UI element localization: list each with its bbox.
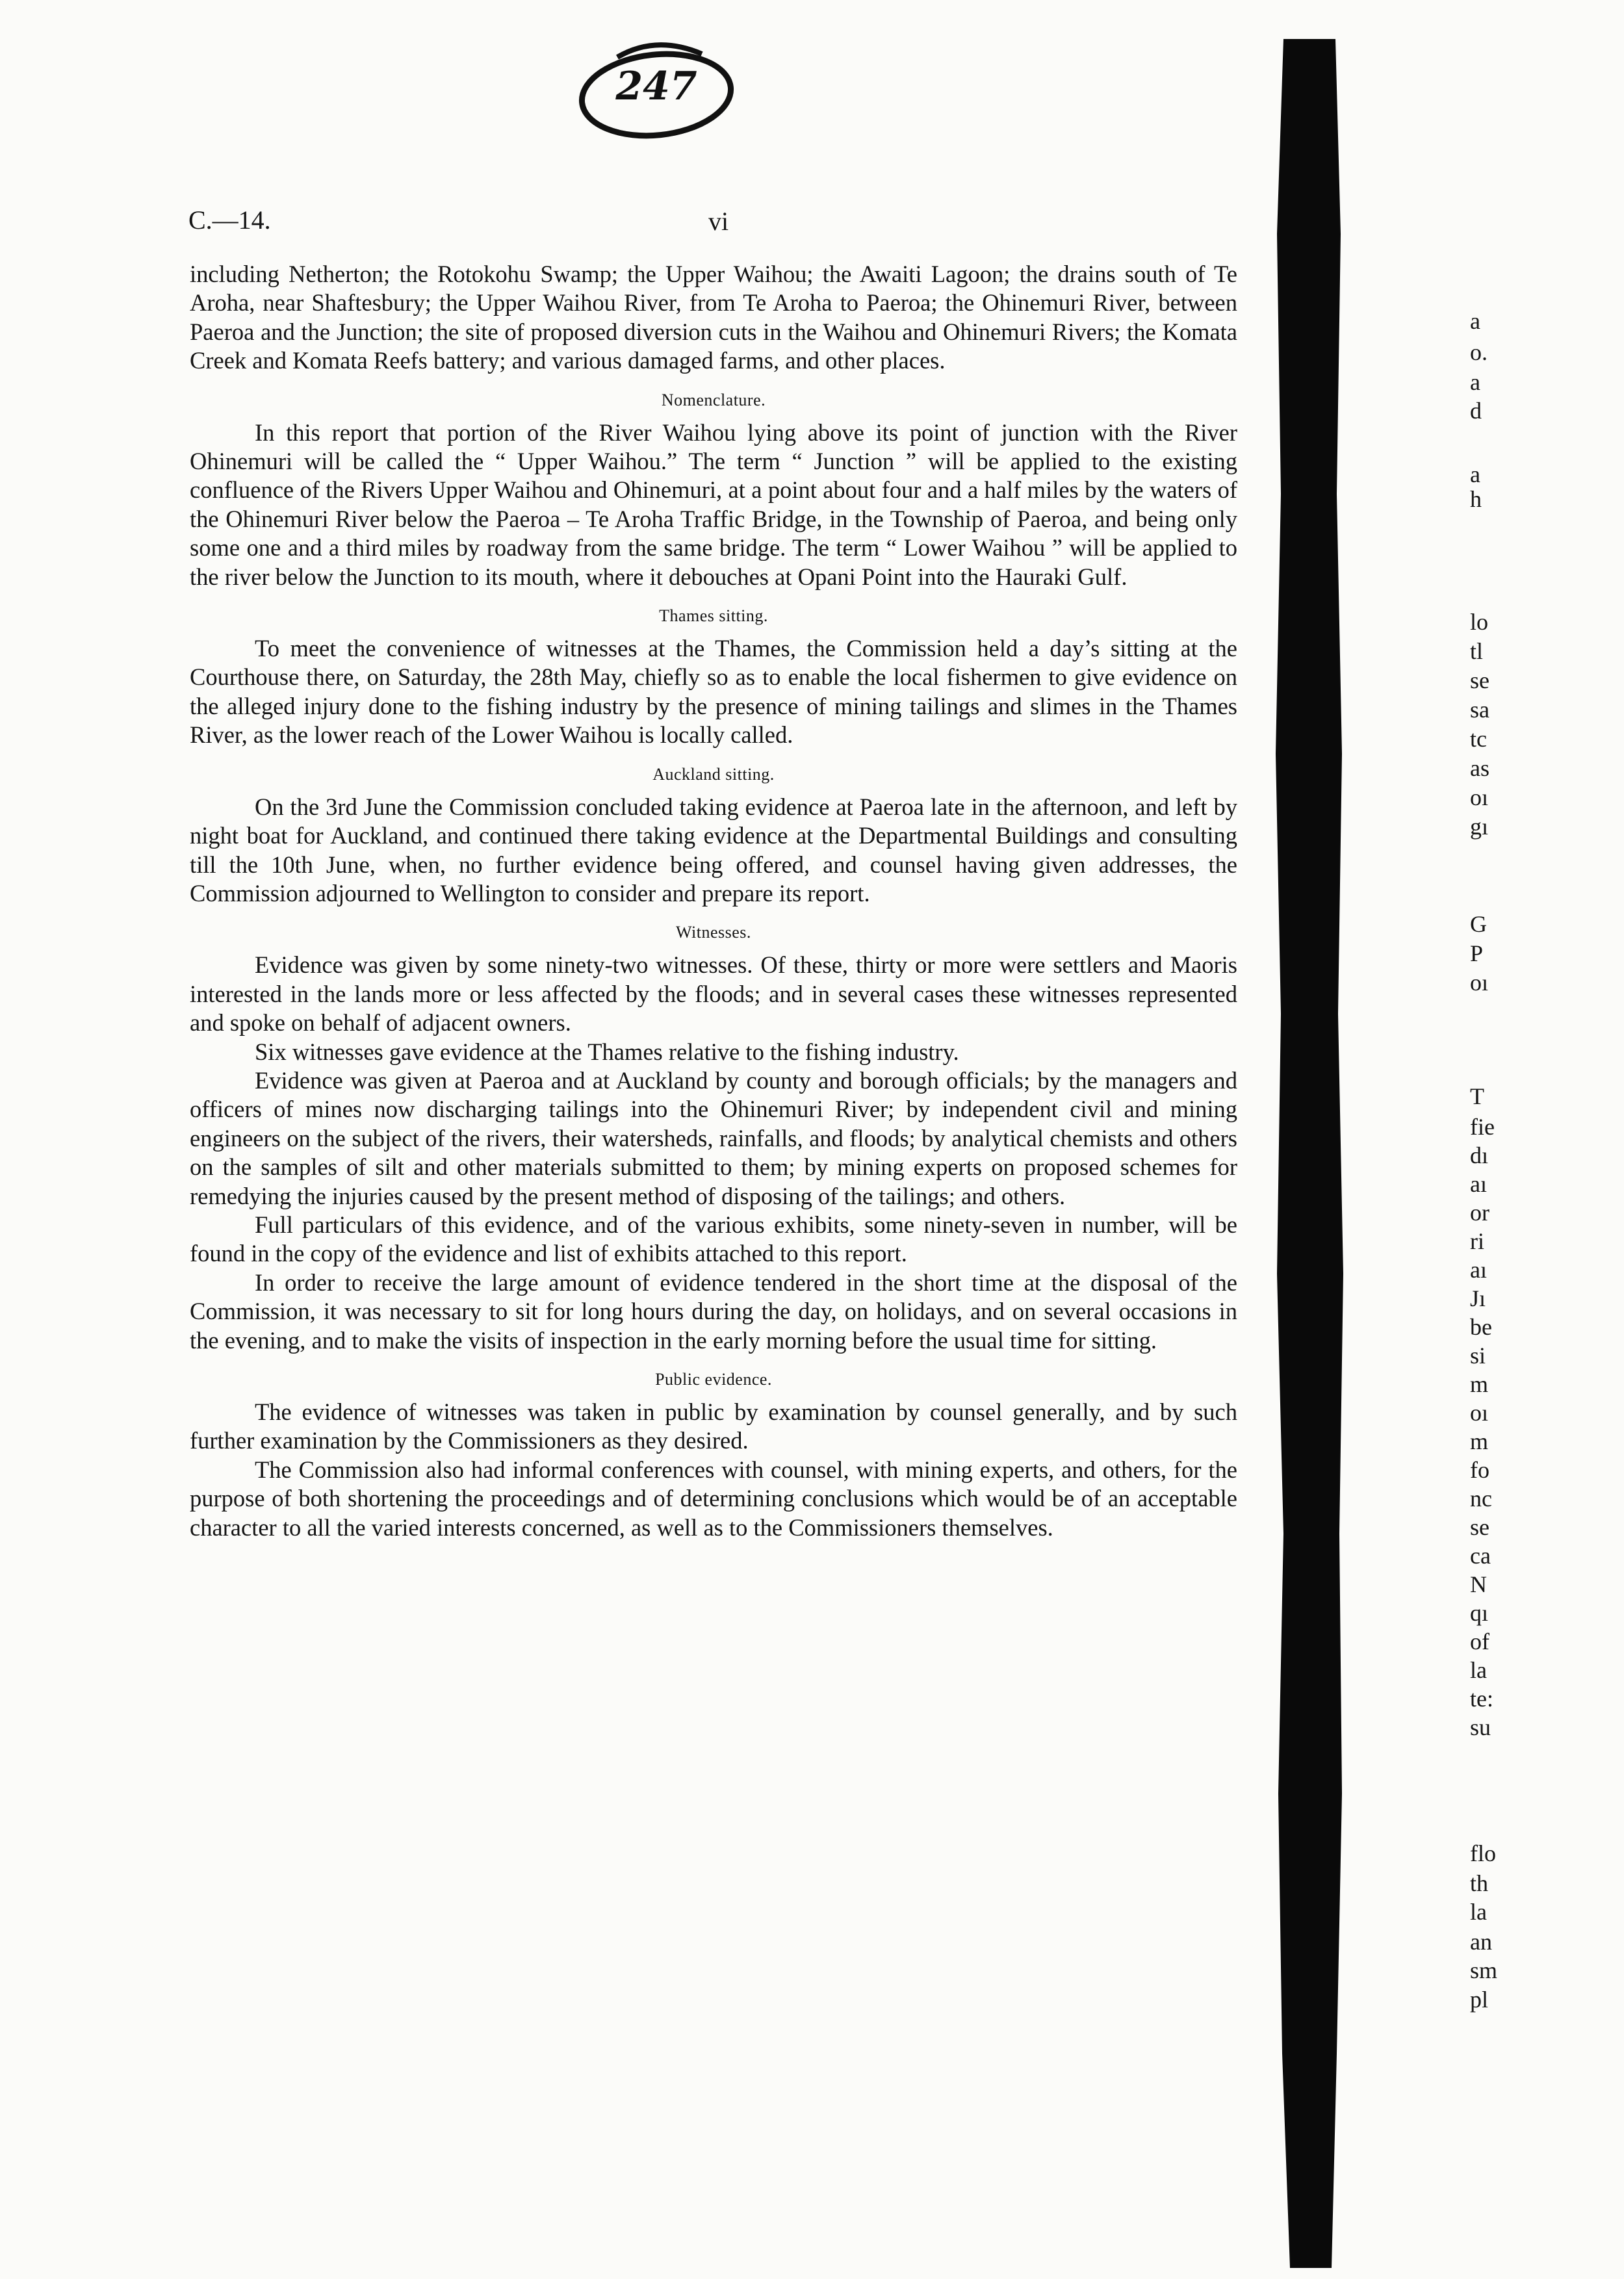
margin-fragment: lo — [1470, 609, 1489, 635]
section-heading-auckland-sitting: Auckland sitting. — [652, 764, 775, 784]
paragraph: Evidence was given at Paeroa and at Auckland by county and borough officials; by the managers and officers of mines now discharging tailings into the Ohinemuri River; by independent civil and mining engineers on the subject of the rivers, their watersheds, rainfalls, and floods; by analytical chemists and others on the samples of silt and other materials submitted to them; by mining experts on proposed schemes for remedying the injuries caused by the present method of disposing of the tailings; and others. — [190, 1066, 1237, 1209]
paragraph: including Netherton; the Rotokohu Swamp; the Upper Waihou; the Awaiti Lagoon; the drains south of Te Aroha, near Shaftesbury; the Upper Waihou River, from Te Aroha to Paeroa; the Ohinemuri River, between Paeroa and the Junction; the site of proposed diversion cuts in the Waihou and Ohinemuri Rivers; the Komata Creek and Komata Reefs battery; and various damaged farms, and other places. — [190, 261, 1237, 374]
page-stamp — [572, 38, 741, 145]
paragraph: Full particulars of this evidence, and of the various exhibits, some ninety-seven in number, will be found in the copy of the evidence and list of exhibits attached to this report. — [190, 1211, 1237, 1267]
margin-fragment: G — [1470, 911, 1487, 937]
margin-fragment: th — [1470, 1870, 1489, 1896]
margin-fragment: sa — [1470, 697, 1489, 723]
binding-shadow-shape — [1264, 39, 1352, 2268]
margin-fragment: a — [1470, 461, 1480, 487]
margin-fragment: ri — [1470, 1228, 1484, 1254]
margin-fragment: a — [1470, 308, 1480, 334]
margin-fragment: aı — [1470, 1171, 1487, 1197]
section-heading-public-evidence: Public evidence. — [655, 1370, 772, 1389]
margin-fragment: flo — [1470, 1840, 1496, 1866]
margin-fragment: sm — [1470, 1957, 1498, 1983]
paragraph: Six witnesses gave evidence at the Thames relative to the fishing industry. — [255, 1038, 959, 1065]
section-heading-nomenclature: Nomenclature. — [661, 390, 766, 409]
margin-fragment: ca — [1470, 1543, 1491, 1569]
margin-fragment: oı — [1470, 970, 1489, 996]
margin-fragment: dı — [1470, 1142, 1489, 1168]
margin-fragment: h — [1470, 486, 1482, 512]
margin-fragment: pl — [1470, 1987, 1489, 2013]
margin-fragment: se — [1470, 667, 1489, 693]
margin-fragment: m — [1470, 1371, 1489, 1397]
margin-fragment: nc — [1470, 1486, 1492, 1512]
margin-fragment: be — [1470, 1314, 1492, 1340]
paragraph: On the 3rd June the Commission concluded taking evidence at Paeroa late in the afternoon, and left by night boat for Auckland, and continued there taking evidence at the Departmental Buildings and consulting till the 10th June, when, no further evidence being offered, and counsel having given addresses, the Commission adjourned to Wellington to consider and prepare its report. — [190, 793, 1237, 907]
margin-fragment: d — [1470, 398, 1482, 424]
paragraph: The evidence of witnesses was taken in public by examination by counsel generally, and by such further examination by the Commissioners as they desired. — [190, 1398, 1237, 1454]
section-heading-thames-sitting: Thames sitting. — [659, 606, 768, 626]
margin-fragment: oı — [1470, 784, 1489, 810]
margin-fragment: aı — [1470, 1257, 1487, 1283]
margin-fragment: a — [1470, 369, 1480, 395]
margin-fragment: P — [1470, 940, 1484, 966]
margin-fragment: of — [1470, 1629, 1489, 1655]
paragraph: In order to receive the large amount of evidence tendered in the short time at the disposal of the Commission, it was necessary to sit for long hours during the day, on holidays, and on several occasions in the evening, and to make the visits of inspection in the early morning before the usual time for sitting. — [190, 1268, 1237, 1354]
margin-fragment: la — [1470, 1899, 1487, 1925]
paragraph: Evidence was given by some ninety-two witnesses. Of these, thirty or more were settlers and Maoris interested in the lands more or less affected by the floods; and in several cases these witnesses represented and spoke on behalf of adjacent owners. — [190, 951, 1237, 1036]
margin-fragment: su — [1470, 1714, 1491, 1740]
margin-fragment: or — [1470, 1200, 1489, 1226]
adjacent-page-margin — [1470, 0, 1624, 2279]
margin-fragment: as — [1470, 755, 1489, 781]
paragraph: In this report that portion of the River Waihou lying above its point of junction with the River Ohinemuri will be called the “ Upper Waihou.” The term “ Junction ” will be applied to the existing confluence of the Rivers Upper Waihou and Ohinemuri, at a point about four and a half miles by the waters of the Ohinemuri River below the Paeroa – Te Aroha Traffic Bridge, in the Township of Paeroa, and being only some one and a third miles by roadway from the same bridge. The term “ Lower Waihou ” will be applied to the river below the Junction to its mouth, where it debouches at Opani Point into the Hauraki Gulf. — [190, 418, 1237, 590]
page-header — [188, 205, 1235, 244]
margin-fragment: la — [1470, 1657, 1487, 1683]
margin-fragment: gı — [1470, 814, 1489, 840]
document-reference: C.—14. — [188, 205, 271, 235]
section-heading-witnesses: Witnesses. — [676, 923, 751, 942]
margin-fragment: oı — [1470, 1400, 1489, 1426]
binding-shadow — [1264, 39, 1352, 2268]
margin-fragment: an — [1470, 1929, 1492, 1955]
margin-fragment: N — [1470, 1571, 1487, 1597]
page-number: vi — [708, 207, 729, 236]
report-body — [190, 260, 1237, 1542]
margin-fragment: se — [1470, 1514, 1489, 1540]
margin-fragment: T — [1470, 1083, 1484, 1109]
margin-fragment: si — [1470, 1343, 1486, 1369]
paragraph: The Commission also had informal conferences with counsel, with mining experts, and others, for the purpose of both shortening the proceedings and of determining conclusions which would be of an acceptable character to all the varied interests concerned, as well as to the Commissioners themselves. — [190, 1456, 1237, 1541]
margin-fragment: qı — [1470, 1600, 1489, 1626]
stamp-number: 247 — [615, 64, 697, 109]
margin-fragment: Jı — [1470, 1285, 1486, 1311]
margin-fragment: te: — [1470, 1686, 1493, 1712]
margin-fragment: m — [1470, 1428, 1489, 1454]
margin-fragment: tl — [1470, 638, 1484, 664]
paragraph: To meet the convenience of witnesses at the Thames, the Commission held a day’s sitting at the Courthouse there, on Saturday, the 28th May, chiefly so as to enable the local fishermen to give evidence on the alleged injury done to the fishing industry by the presence of mining tailings and slimes in the Thames River, as the lower reach of the Lower Waihou is locally called. — [190, 635, 1237, 749]
margin-fragment: fo — [1470, 1457, 1489, 1483]
margin-fragment: tc — [1470, 726, 1487, 752]
margin-fragment: o. — [1470, 339, 1488, 365]
margin-fragment: fie — [1470, 1114, 1495, 1140]
